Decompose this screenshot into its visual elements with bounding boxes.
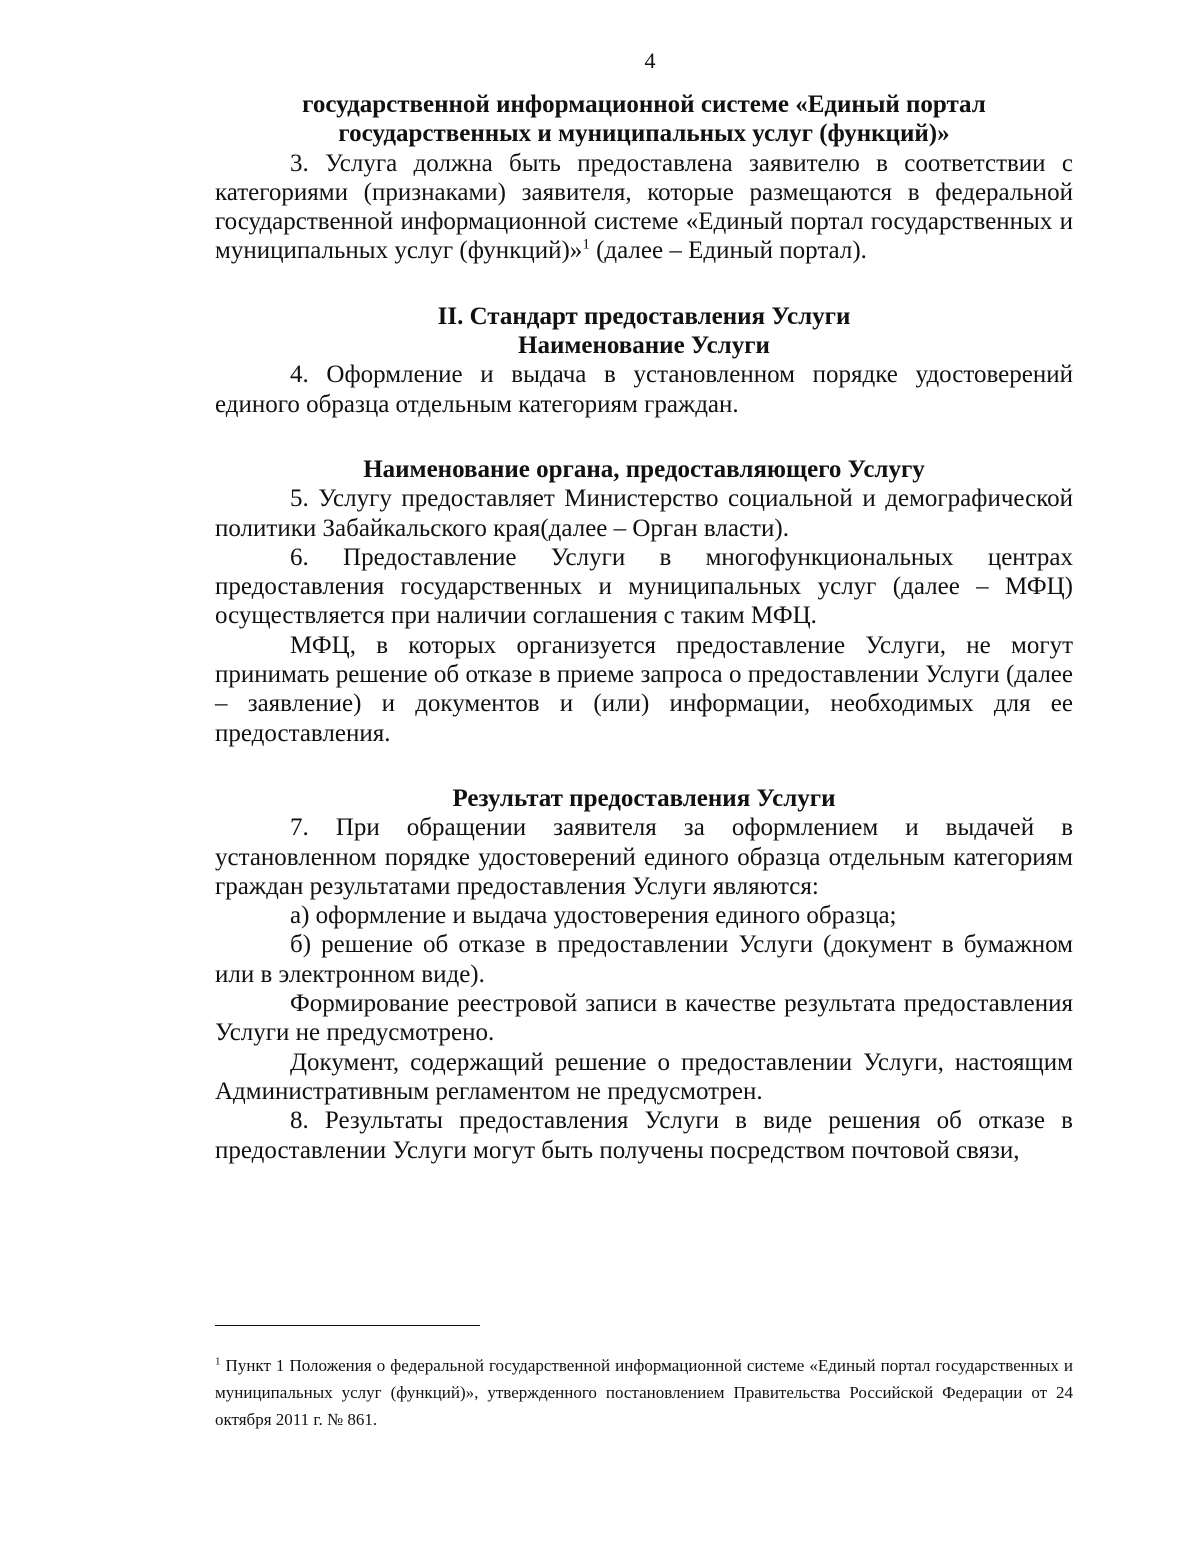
section-heading-standard: II. Стандарт предоставления Услуги — [437, 302, 851, 330]
paragraph-8: 8. Результаты предоставления Услуги в виде решения об отказе в предоставлении Услуги могут быть получены посредством почтовой связи, — [215, 1107, 1073, 1164]
heading-portal: государственной информационной системе «Единый портал государственных и муниципальных услуг (функций)» — [302, 91, 986, 148]
footnote — [215, 1352, 1073, 1433]
paragraph-4: 4. Оформление и выдача в установленном порядке удостоверений единого образца отдельным категориям граждан. — [215, 361, 1073, 418]
paragraph-3-text: 3. Услуга должна быть предоставлена заявителю в соответствии с категориями (признаками) заявителя, которые размещаются в федеральной государственной информационной системе «Единый портал государственных и муниципальных услуг (функций)» — [215, 149, 1073, 265]
heading-organ: Наименование органа, предоставляющего Услугу — [363, 455, 925, 483]
page-content — [215, 90, 1073, 1165]
paragraph-6: 6. Предоставление Услуги в многофункциональных центрах предоставления государственных и муниципальных услуг (далее – МФЦ) осуществляется при наличии соглашения с таким МФЦ. — [215, 543, 1073, 630]
paragraph-7b: б) решение об отказе в предоставлении Услуги (документ в бумажном или в электронном виде). — [215, 931, 1073, 988]
paragraph-3 — [215, 149, 1073, 266]
footnote-marker: 1 — [215, 1355, 221, 1368]
footnote-divider — [215, 1325, 480, 1326]
paragraph-7a: а) оформление и выдача удостоверения единого образца; — [290, 902, 897, 930]
paragraph-mfc: МФЦ, в которых организуется предоставление Услуги, не могут принимать решение об отказе в приеме запроса о предоставлении Услуги (далее – заявление) и документов и (или) информации, необходимых для ее предоставления. — [215, 631, 1073, 747]
heading-result: Результат предоставления Услуги — [452, 784, 836, 812]
section-heading-service-name: Наименование Услуги — [518, 332, 770, 360]
paragraph-registry: Формирование реестровой записи в качестве результата предоставления Услуги не предусмотрено. — [215, 990, 1073, 1047]
paragraph-7: 7. При обращении заявителя за оформлением и выдачей в установленном порядке удостоверений единого образца отдельным категориям граждан результатами предоставления Услуги являются: — [215, 814, 1073, 900]
footnote-reference: 1 — [582, 237, 590, 254]
paragraph-3-tail: (далее – Единый портал). — [589, 237, 867, 265]
footnote-text: Пункт 1 Положения о федеральной государственной информационной системе «Единый портал государственных и муниципальных услуг (функций)», утвержденного постановлением Правительства Российской Федерации от 24 октября 2011 г. № 861. — [215, 1356, 1073, 1429]
paragraph-document: Документ, содержащий решение о предоставлении Услуги, настоящим Административным регламентом не предусмотрен. — [215, 1048, 1073, 1105]
paragraph-5: 5. Услугу предоставляет Министерство социальной и демографической политики Забайкальского края(далее – Орган власти). — [215, 485, 1073, 542]
page-number: 4 — [644, 48, 656, 73]
